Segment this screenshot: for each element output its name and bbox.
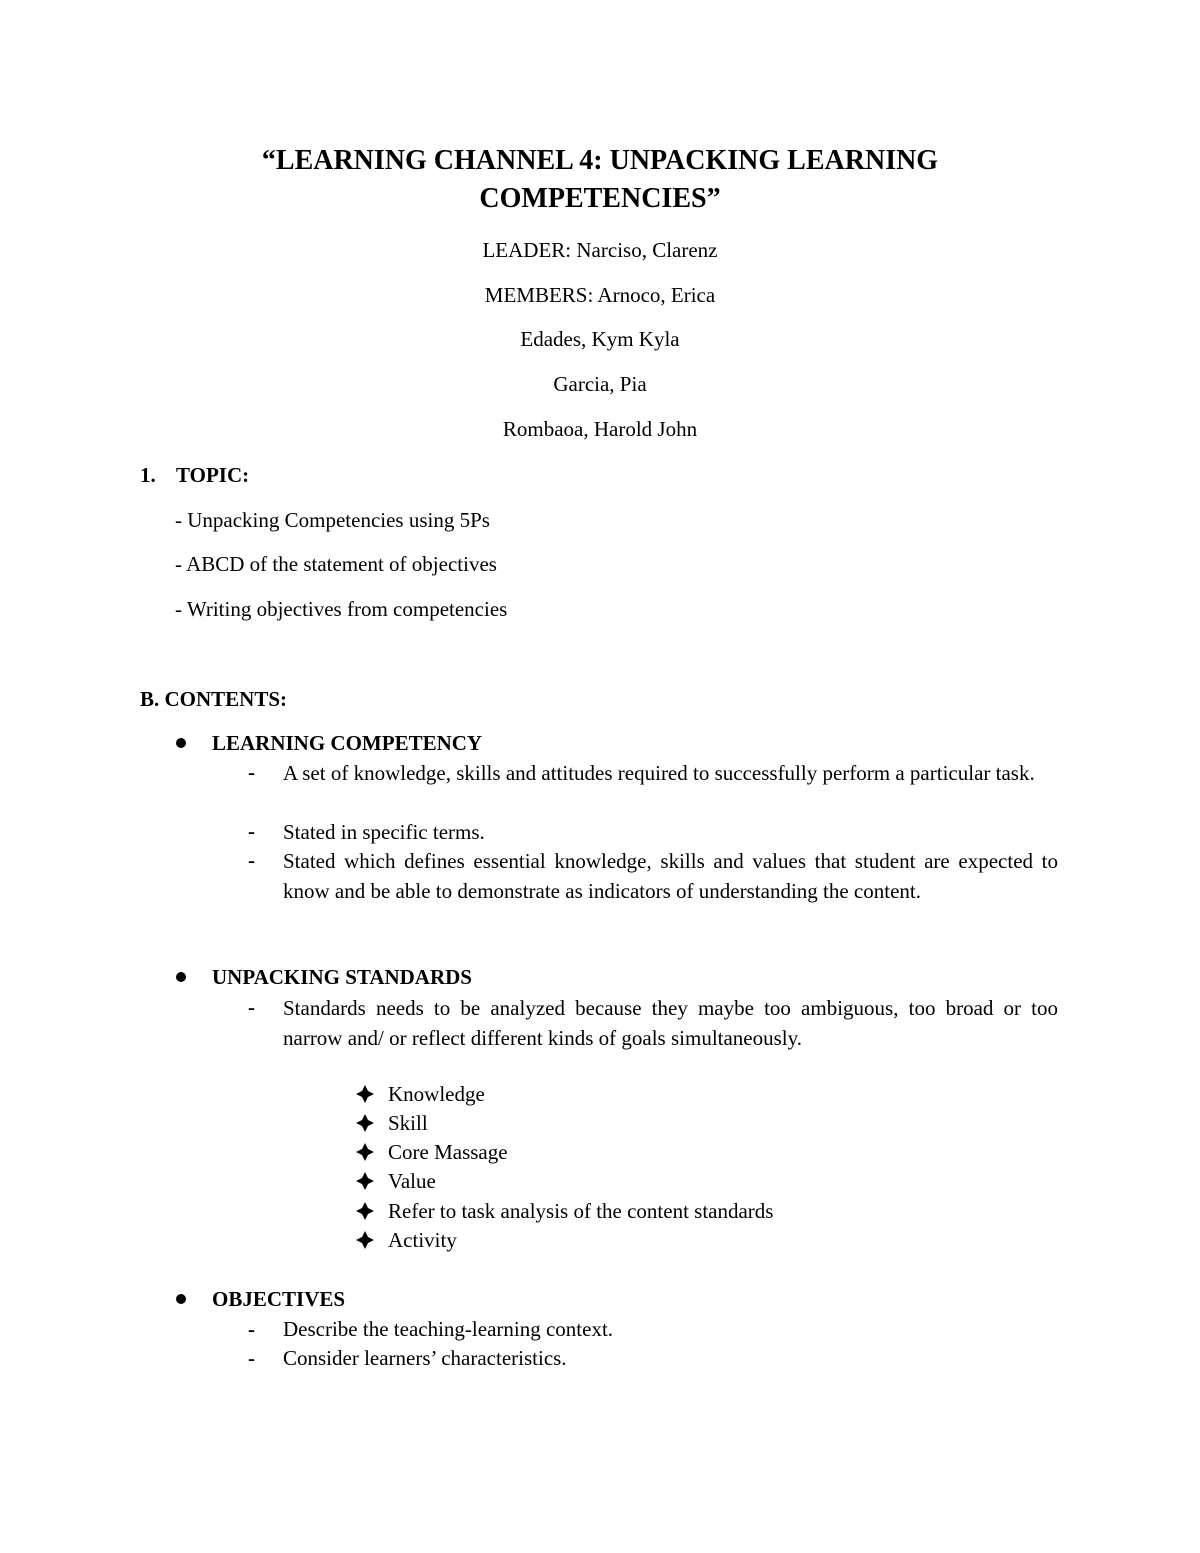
topic-item: - Unpacking Competencies using 5Ps [175,508,490,532]
unpacking-standards-item: Standards needs to be analyzed because they maybe too ambiguous, too broad or too narrow and/ or reflect different kinds of goals simultaneously. [283,996,1058,1050]
dash-icon: - [248,1346,255,1370]
bullet-dot-icon [176,972,186,982]
dash-icon: - [248,995,255,1019]
sub-item: Skill [388,1111,428,1135]
diamond-bullet-icon [356,1231,374,1249]
contents-heading: B. CONTENTS: [140,687,288,711]
dash-icon: - [248,760,255,784]
bullet-dot-icon [176,1294,186,1304]
diamond-bullet-icon [356,1143,374,1161]
unpacking-standards-heading: UNPACKING STANDARDS [212,965,472,989]
bullet-dot-icon [176,738,186,748]
sub-item: Refer to task analysis of the content standards [388,1199,774,1223]
topic-item: - ABCD of the statement of objectives [175,552,497,576]
topic-item: - Writing objectives from competencies [175,597,508,621]
dash-icon: - [248,848,255,872]
diamond-bullet-icon [356,1172,374,1190]
dash-icon: - [248,1317,255,1341]
member-name: Rombaoa, Harold John [502,417,698,441]
member-name: Edades, Kym Kyla [520,327,680,351]
topic-number: 1. [140,463,156,487]
learning-competency-item: Stated in specific terms. [283,820,485,844]
sub-item: Knowledge [388,1082,485,1106]
learning-competency-item: A set of knowledge, skills and attitudes required to successfully perform a particular task. [283,761,1035,785]
objectives-heading: OBJECTIVES [212,1287,346,1311]
member-name: Garcia, Pia [553,372,647,396]
document-title: “LEARNING CHANNEL 4: UNPACKING LEARNING COMPETENCIES” [261,145,939,214]
sub-item: Activity [388,1228,457,1252]
topic-heading: TOPIC: [176,463,250,487]
sub-item: Value [388,1169,436,1193]
sub-item: Core Massage [388,1140,508,1164]
learning-competency-heading: LEARNING COMPETENCY [212,731,483,755]
members-line: MEMBERS: Arnoco, Erica [484,283,716,307]
diamond-bullet-icon [356,1085,374,1103]
dash-icon: - [248,819,255,843]
diamond-bullet-icon [356,1202,374,1220]
leader-line: LEADER: Narciso, Clarenz [482,238,718,262]
diamond-bullet-icon [356,1114,374,1132]
objectives-item: Describe the teaching-learning context. [283,1317,614,1341]
learning-competency-item: Stated which defines essential knowledge, skills and values that student are expected to know and be able to demonstrate as indicators of understanding the content. [283,849,1058,903]
objectives-item: Consider learners’ characteristics. [283,1346,567,1370]
